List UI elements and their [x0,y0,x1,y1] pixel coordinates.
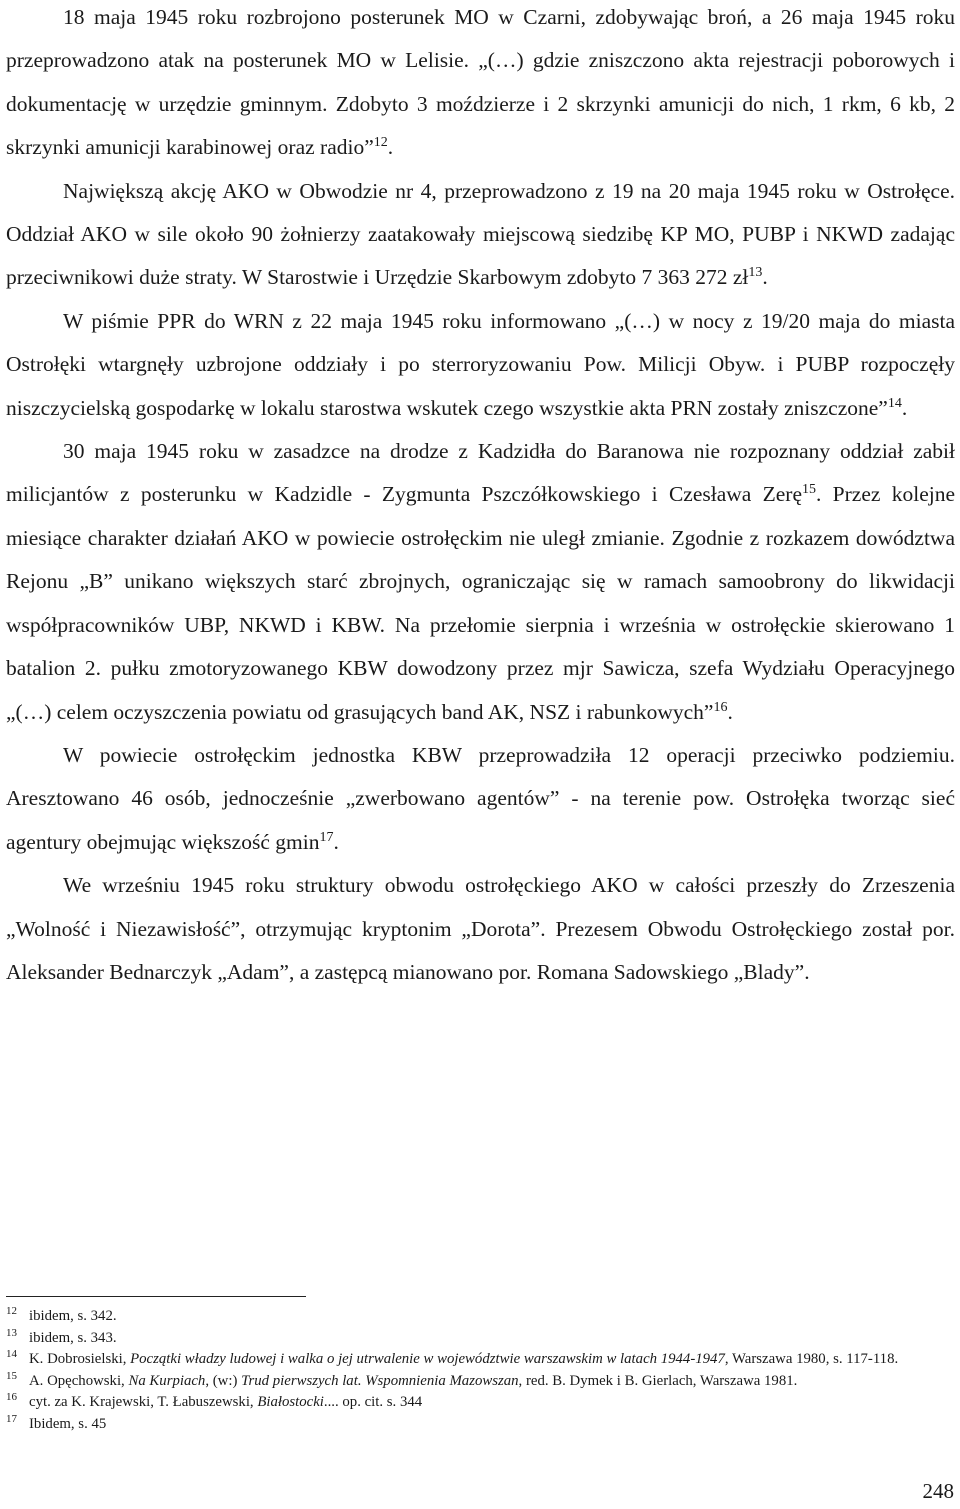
paragraph-text: . [762,265,768,290]
footnote-title: Białostocki [257,1394,324,1411]
paragraph [6,0,955,170]
paragraph-text: Największą akcję AKO w Obwodzie nr 4, przeprowadzono z 19 na 20 maja 1945 roku w Ostrołęce. Oddział AKO w sile około 90 żołnierzy zaatakowały miejscową siedzibę KP MO, PUBP i NKWD zadając przeciwnikowi duże straty. W Starostwie i Urzędzie Skarbowym zdobyto 7 363 272 zł [6,178,955,290]
footnote-number: 12 [6,1305,17,1318]
footnote-text: .... op. cit. s. 344 [323,1394,423,1411]
footnote [6,1371,956,1393]
footnote-ref[interactable]: 13 [748,265,763,281]
footnote-text: ibidem, s. 343. [29,1329,117,1346]
paragraph-text: . [387,135,394,160]
footnote-number: 13 [6,1326,17,1339]
paragraph-text: 18 maja 1945 roku rozbrojono posterunek MO w Czarni, zdobywając broń, a 26 maja 1945 roku przeprowadzono atak na posterunek MO w Lelisie. „(…) gdzie zniszczono akta rejestracji poborowych i dokumentację w urzędzie gminnym. Zdobyto 3 moździerze i 2 skrzynki amunicji do nich, 1 rkm, 6 kb, 2 skrzynki amunicji karabinowej oraz radio” [6,5,955,160]
page-number: 248 [922,1479,954,1503]
paragraph-text: W powiecie ostrołęckim jednostka KBW przeprowadziła 12 operacji przeciwko podziemiu. Aresztowano 46 osób, jednocześnie „zwerbowano agentów” - na terenie pow. Ostrołęka tworząc sieć agentury obejmując większość gmin [6,742,955,854]
paragraph [6,300,955,430]
footnote [6,1306,956,1328]
footnote-title: Na Kurpiach [128,1372,206,1389]
footnote-text: , red. B. Dymek i B. Gierlach, Warszawa 1981. [518,1372,798,1389]
footnote-ref[interactable]: 15 [802,482,816,498]
footnote [6,1414,956,1436]
footnote [6,1328,956,1350]
footnote-text: A. Opęchowski, [29,1372,129,1389]
footnote-number: 16 [6,1391,17,1404]
footnote-title: Trud pierwszych lat. Wspomnienia Mazowszan [241,1372,519,1389]
paragraph-text: W piśmie PPR do WRN z 22 maja 1945 roku informowano „(…) w nocy z 19/20 maja do miasta Ostrołęki wtargnęły uzbrojone oddziały i po sterroryzowaniu Pow. Milicji Obyw. i PUBP rozpoczęły niszczycielską gospodarkę w lokalu starostwa wskutek czego wszystkie akta PRN zostały zniszczone” [6,308,955,420]
footnote-ref[interactable]: 14 [887,395,902,411]
footnote-text: ibidem, s. 342. [29,1308,117,1324]
footnote [6,1392,956,1414]
footnotes [6,1306,956,1436]
footnote-ref[interactable]: 16 [713,699,728,715]
paragraph [6,734,955,864]
footnote-number: 17 [6,1413,17,1426]
footnote-text: cyt. za K. Krajewski, T. Łabuszewski, [29,1394,258,1411]
footnote-number: 14 [6,1348,17,1361]
footnote-text: , (w:) [205,1372,242,1389]
body-text [6,0,955,994]
footnote-text: , Warszawa 1980, s. 117-118. [724,1351,899,1368]
paragraph-text: 30 maja 1945 roku w zasadzce na drodze z Kadzidła do Baranowa nie rozpoznany oddział zabił milicjantów z posterunku w Kadzidle - Zygmunta Pszczółkowskiego i Czesława Zerę [6,439,955,507]
paragraph [6,864,955,994]
paragraph-text: . [727,699,733,724]
paragraph-text: . [333,829,339,854]
footnote-number: 15 [6,1369,17,1382]
footnote [6,1349,956,1371]
paragraph [6,170,955,300]
footnote-ref[interactable]: 17 [319,829,334,845]
footnote-title: Początki władzy ludowej i walka o jej utrwalenie w województwie warszawskim w latach 1944-1947 [130,1351,725,1368]
footnote-text: K. Dobrosielski, [29,1351,131,1368]
paragraph-text: We wrześniu 1945 roku struktury obwodu ostrołęckiego AKO w całości przeszły do Zrzeszenia „Wolność i Niezawisłość”, otrzymując kryptonim „Dorota”. Prezesem Obwodu Ostrołęckiego został por. Aleksander Bednarczyk „Adam”, a zastępcą mianowano por. Romana Sadowskiego „Blady”. [6,873,955,984]
footnote-ref[interactable]: 12 [373,135,388,151]
paragraph-text: . Przez kolejne miesiące charakter działań AKO w powiecie ostrołęckim nie uległ zmianie. Zgodnie z rozkazem dowództwa Rejonu „B” unikano większych starć zbrojnych, ograniczając się w ramach samoobrony do likwidacji współpracowników UBP, NKWD i KBW. Na przełomie sierpnia i września w ostrołęckie skierowano 1 batalion 2. pułku zmotoryzowanego KBW dowodzony przez mjr Sawicza, szefa Wydziału Operacyjnego „(…) celem oczyszczenia powiatu od grasujących band AK, NSZ i rabunkowych” [6,482,955,724]
paragraph [6,430,955,734]
footnote-text: Ibidem, s. 45 [29,1415,107,1432]
paragraph-text: . [901,395,908,420]
footnote-separator [6,1296,306,1297]
